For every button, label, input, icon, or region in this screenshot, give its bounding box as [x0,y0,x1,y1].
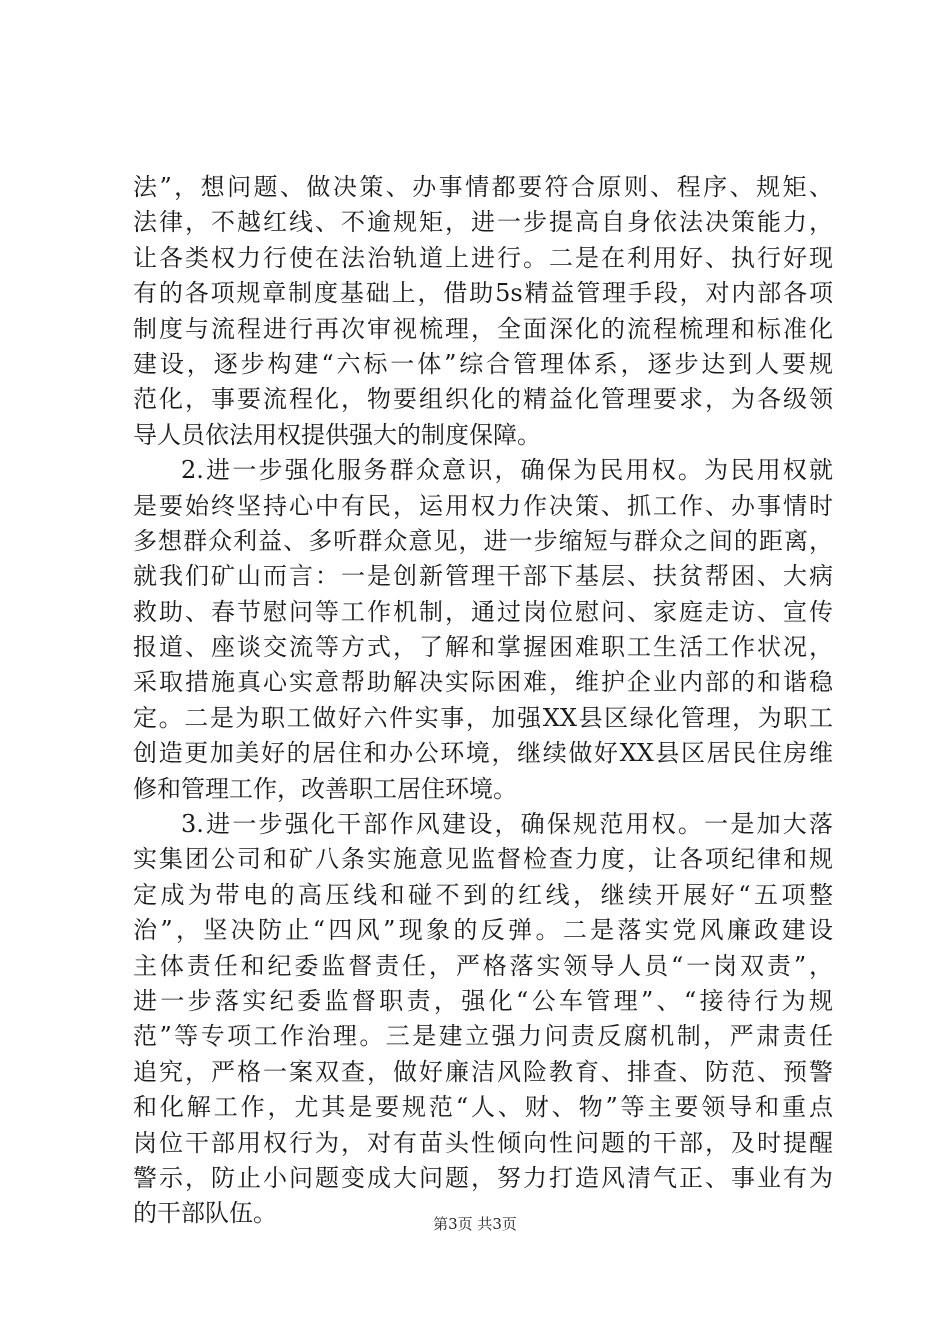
text-line: 3.进一步强化干部作风建设，确保规范用权。一是加大落 [181,810,833,839]
text-line: 法律，不越红线、不逾规矩，进一步提高自身依法决策能力， [133,208,833,237]
paragraph [133,807,833,1232]
text-line: 建设，逐步构建“六标一体”综合管理体系，逐步达到人要规 [133,349,833,378]
text-line: 修和管理工作，改善职工居住环境。 [133,774,517,803]
text-line: 让各类权力行使在法治轨道上进行。二是在利用好、执行好现 [133,243,833,272]
text-line: 岗位干部用权行为，对有苗头性倾向性问题的干部，及时提醒 [133,1128,833,1157]
text-line: 定。二是为职工做好六件实事，加强XX县区绿化管理，为职工 [133,703,833,732]
text-line: 治”，坚决防止“四风”现象的反弹。二是落实党风廉政建设 [133,916,833,945]
paragraph [133,453,833,807]
text-line: 就我们矿山而言：一是创新管理干部下基层、扶贫帮困、大病 [133,562,833,591]
paragraph [133,170,833,453]
text-line: 多想群众利益、多听群众意见，进一步缩短与群众之间的距离， [133,526,833,555]
text-line: 导人员依法用权提供强大的制度保障。 [133,420,541,449]
text-line: 有的各项规章制度基础上，借助5s精益管理手段，对内部各项 [133,279,833,308]
text-line: 法”，想问题、做决策、办事情都要符合原则、程序、规矩、 [133,173,833,201]
text-line: 和化解工作，尤其是要规范“人、财、物”等主要领导和重点 [133,1093,833,1122]
text-line: 采取措施真心实意帮助解决实际困难，维护企业内部的和谐稳 [133,668,833,697]
text-line: 创造更加美好的居住和办公环境，继续做好XX县区居民住房维 [133,739,833,768]
text-line: 制度与流程进行再次审视梳理，全面深化的流程梳理和标准化 [133,314,833,343]
text-line: 是要始终坚持心中有民，运用权力作决策、抓工作、办事情时 [133,491,833,520]
text-line: 警示，防止小问题变成大问题，努力打造风清气正、事业有为 [133,1163,833,1192]
text-line: 追究，严格一案双查，做好廉洁风险教育、排查、防范、预警 [133,1057,833,1086]
document-body [133,170,833,1232]
text-line: 实集团公司和矿八条实施意见监督检查力度，让各项纪律和规 [133,845,833,874]
text-line: 范”等专项工作治理。三是建立强力问责反腐机制，严肃责任 [133,1022,833,1051]
text-line: 2.进一步强化服务群众意识，确保为民用权。为民用权就 [181,456,833,485]
text-line: 的干部队伍。 [133,1199,277,1228]
text-line: 进一步落实纪委监督职责，强化“公车管理”、“接待行为规 [133,986,833,1015]
page-footer: 第3页 共3页 [433,1215,517,1233]
text-line: 报道、座谈交流等方式，了解和掌握困难职工生活工作状况， [133,633,833,662]
text-line: 主体责任和纪委监督责任，严格落实领导人员“一岗双责”， [133,951,833,980]
text-line: 定成为带电的高压线和碰不到的红线，继续开展好“五项整 [133,880,833,909]
text-line: 救助、春节慰问等工作机制，通过岗位慰问、家庭走访、宣传 [133,597,833,626]
text-line: 范化，事要流程化，物要组织化的精益化管理要求，为各级领 [133,385,833,414]
